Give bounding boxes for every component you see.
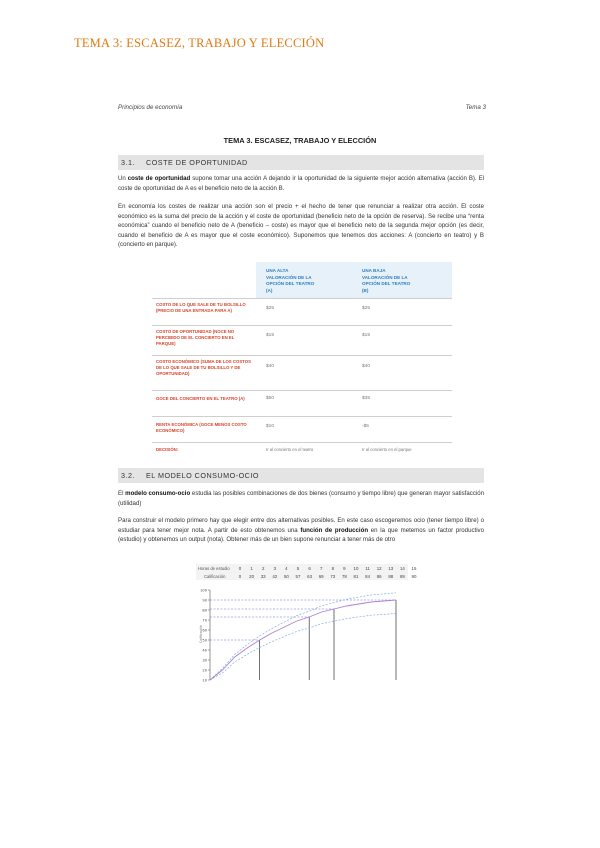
grade-cell: 33 bbox=[260, 574, 266, 579]
running-head bbox=[118, 104, 486, 111]
table-cell-b: $35 bbox=[362, 396, 371, 401]
hours-cell: 1 bbox=[250, 566, 253, 571]
table-col-a-header bbox=[266, 268, 314, 294]
col-b-line: (B) bbox=[362, 287, 369, 293]
term-bold: función de producción bbox=[300, 526, 369, 534]
grade-cell: 73 bbox=[330, 574, 336, 579]
table-row-label: GOCE DEL CONCIERTO EN EL TEATRO (A) bbox=[156, 396, 245, 401]
table-cell-a: $15 bbox=[266, 333, 275, 338]
text-part: Para construir el modelo primero hay que elegir entre dos alternativas posibles. En este caso escogeremos ocio (tener tiempo libre) o estudiar para tener mejor nota. A partir de esto obtenemos una bbox=[118, 517, 484, 534]
running-head-right: Tema 3 bbox=[465, 104, 486, 111]
table-row-label: RENTA ECONÓMICA (GOCE MENOS COSTO ECONÓMICO) bbox=[156, 422, 247, 434]
text-part: en la que metemos un factor productivo (estudio) y obtenemos un output (nota). Obtener más de un bien supone renunciar a tener más de otro bbox=[118, 526, 484, 544]
hours-cell: 8 bbox=[331, 566, 335, 571]
table-divider bbox=[152, 442, 452, 443]
text-lead: Un bbox=[118, 175, 126, 182]
grade-cell: 84 bbox=[365, 574, 371, 579]
grade-cell: 50 bbox=[283, 574, 289, 579]
text-lead: El bbox=[118, 490, 124, 497]
y-tick-label: 90 bbox=[202, 598, 207, 603]
page-title: TEMA 3. ESCASEZ, TRABAJO Y ELECCIÓN bbox=[223, 136, 377, 145]
grade-cell: 63 bbox=[307, 574, 313, 579]
table-row-label: COSTO DE LO QUE SALE DE TU BOLSILLO (PRECIO DE UNA ENTRADA PARA A) bbox=[156, 302, 246, 314]
hours-label: Horas de estudio bbox=[198, 566, 230, 571]
section-title: COSTE DE OPORTUNIDAD bbox=[146, 158, 248, 167]
table-cell-b: -$5 bbox=[362, 424, 369, 429]
table-row-label: COSTO ECONÓMICO (SUMA DE LOS COSTOS DE LO QUE SALE DE TU BOLSILLO Y DE OPORTUNIDAD) bbox=[156, 359, 251, 377]
col-b-line: VALORACIÓN DE LA bbox=[362, 274, 408, 280]
table-cell-a: $10 bbox=[266, 424, 275, 429]
chart-svg bbox=[196, 584, 408, 682]
table-divider bbox=[152, 355, 452, 356]
text-rest: supone tomar una acción A dejando ir la oportunidad de la siguiente mejor acción alternativa (acción B). El coste de oportunidad de A es el beneficio neto de la acción B. bbox=[118, 175, 484, 192]
section-header-1 bbox=[118, 155, 484, 170]
col-a-line: UNA ALTA bbox=[266, 268, 289, 273]
table-divider bbox=[152, 298, 452, 299]
col-a-line: OPCIÓN DEL TEATRO bbox=[266, 281, 315, 287]
col-a-line: VALORACIÓN DE LA bbox=[266, 274, 312, 280]
hours-cell: 6 bbox=[308, 566, 311, 571]
y-tick-label: 10 bbox=[202, 678, 207, 682]
paragraph-production bbox=[118, 516, 484, 545]
grade-label: Calificación bbox=[204, 574, 226, 579]
table-divider bbox=[152, 390, 452, 391]
alt-curve bbox=[210, 593, 396, 680]
grade-cell: 20 bbox=[249, 574, 255, 579]
hours-cell: 11 bbox=[365, 566, 370, 571]
alt-curve bbox=[210, 614, 396, 681]
hours-cell: 3 bbox=[273, 566, 277, 571]
table-cell-b: $40 bbox=[362, 364, 371, 369]
grade-cell: 81 bbox=[353, 574, 359, 579]
table-cell-a: $50 bbox=[266, 396, 275, 401]
hours-cell: 7 bbox=[319, 566, 323, 571]
paragraph-costs: En economía los costes de realizar una acción son el precio + el hecho de tener que renunciar a realizar otra acción. El coste económico es la suma del precio de la acción y el coste de oportunidad (beneficio neto de la opción de reserva). Se recibe una “renta económica” cuando el beneficio neto de A (beneficio – coste) es mayor que el beneficio neto de la segunda mejor opción (es decir, cuando el beneficio de A es mayor que el coste económico). Suponemos que tenemos dos acciones: A (concierto en teatro) y B (concierto en parque). bbox=[118, 203, 484, 249]
hours-cell: 13 bbox=[388, 566, 394, 571]
col-b-line: OPCIÓN DEL TEATRO bbox=[362, 281, 411, 287]
hours-cell: 10 bbox=[353, 566, 359, 571]
text-rest: estudia las posibles combinaciones de dos bienes (consumo y tiempo libre) que generan mayor satisfacción (utilidad) bbox=[118, 490, 484, 507]
table-row-label: DECISIÓN: bbox=[156, 447, 179, 452]
paragraph-model bbox=[118, 489, 484, 508]
table-cell-b: $15 bbox=[362, 333, 371, 338]
col-b-line: UNA BAJA bbox=[362, 268, 386, 273]
section-header-2 bbox=[118, 468, 484, 483]
y-tick-label: 70 bbox=[202, 618, 207, 623]
grade-cell: 88 bbox=[388, 574, 394, 579]
production-curve bbox=[210, 600, 396, 680]
grade-cell: 86 bbox=[376, 574, 382, 579]
grade-cell: 78 bbox=[341, 574, 347, 579]
table-cell-a: $25 bbox=[266, 306, 275, 311]
paragraph-definition bbox=[118, 174, 484, 193]
table-cell-a: Ir al concierto en el teatro bbox=[266, 447, 314, 452]
y-tick-label: 100 bbox=[200, 588, 207, 593]
hours-cell: 15 bbox=[411, 566, 417, 571]
grade-cell: 42 bbox=[272, 574, 278, 579]
y-tick-label: 20 bbox=[202, 668, 207, 673]
col-a-line: (A) bbox=[266, 287, 273, 293]
table-cell-b: $25 bbox=[362, 306, 371, 311]
term-bold: modelo consumo-ocio bbox=[125, 490, 191, 497]
y-axis-label: Calificación bbox=[199, 624, 203, 644]
hours-cell: 12 bbox=[376, 566, 382, 571]
table-divider bbox=[152, 325, 452, 326]
grade-cell: 90 bbox=[411, 574, 417, 579]
table-row-label: COSTO DE OPORTUNIDAD (NOCE NO PERCIBIDO DE EL CONCIERTO EN EL PARQUE) bbox=[156, 329, 235, 347]
section-number: 3.1. bbox=[121, 158, 135, 167]
grade-cell: 0 bbox=[238, 574, 242, 579]
hours-cell: 14 bbox=[399, 566, 405, 571]
table-cell-b: Ir al concierto en el parque bbox=[362, 447, 412, 452]
hours-cell: 9 bbox=[343, 566, 346, 571]
grade-cell: 89 bbox=[399, 574, 405, 579]
table-col-b-header bbox=[362, 268, 410, 294]
y-tick-label: 40 bbox=[202, 648, 207, 653]
hours-cell: 0 bbox=[238, 566, 242, 571]
y-tick-label: 30 bbox=[202, 658, 207, 663]
hours-cell: 4 bbox=[285, 566, 288, 571]
production-function-chart bbox=[196, 584, 408, 682]
grade-cell: 57 bbox=[295, 574, 301, 579]
section-title: EL MODELO CONSUMO-OCIO bbox=[146, 471, 259, 480]
running-head-left: Principios de economía bbox=[118, 104, 183, 111]
document-title: TEMA 3: ESCASEZ, TRABAJO Y ELECCIÓN bbox=[74, 36, 325, 50]
hours-cell: 5 bbox=[296, 566, 300, 571]
section-number: 3.2. bbox=[121, 471, 135, 480]
term-bold: coste de oportunidad bbox=[127, 175, 191, 182]
y-tick-label: 60 bbox=[202, 628, 207, 633]
hours-cell: 2 bbox=[261, 566, 265, 571]
y-tick-label: 50 bbox=[202, 638, 207, 643]
table-cell-a: $40 bbox=[266, 364, 275, 369]
grade-cell: 69 bbox=[318, 574, 324, 579]
y-tick-label: 80 bbox=[202, 608, 207, 613]
table-divider bbox=[152, 416, 452, 417]
